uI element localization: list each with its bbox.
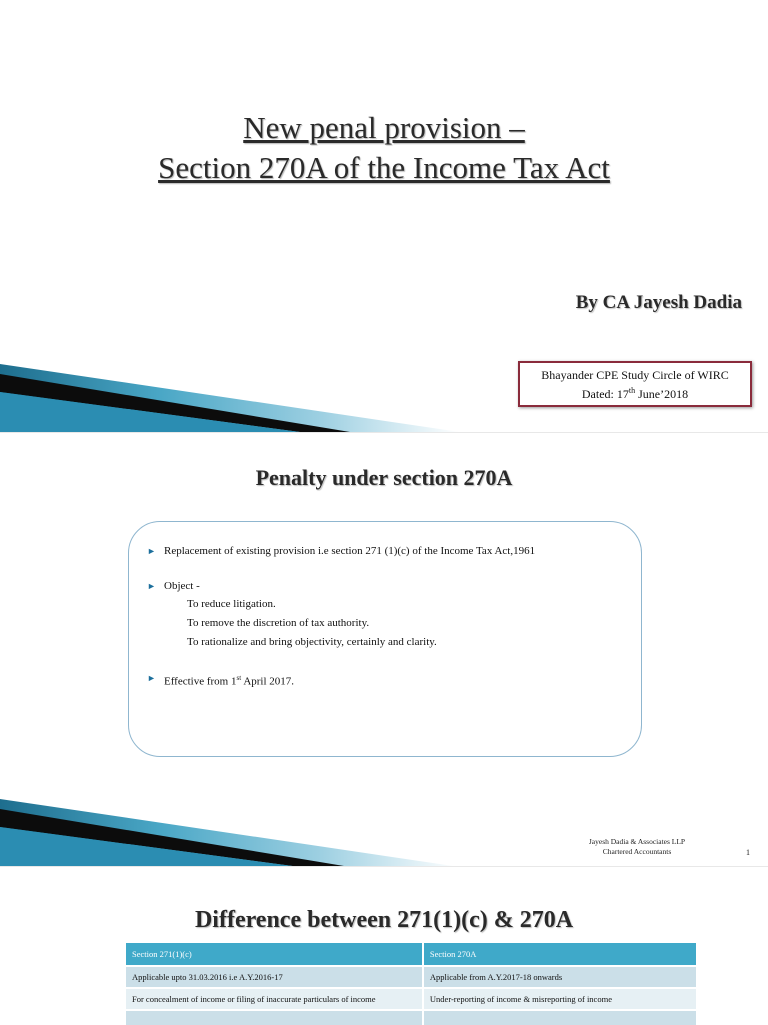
bullet-text-suffix: April 2017. bbox=[241, 675, 295, 688]
table-row bbox=[126, 1010, 697, 1025]
table-cell: For concealment of income or filing of inaccurate particulars of income bbox=[126, 988, 423, 1010]
event-date-prefix: Dated: 17 bbox=[581, 387, 629, 401]
title-line-1: New penal provision – bbox=[243, 110, 525, 145]
content-box bbox=[128, 521, 642, 757]
title-slide bbox=[0, 0, 768, 432]
triangle-bullet-icon: ► bbox=[147, 581, 156, 591]
table-header-row bbox=[126, 943, 697, 966]
comparison-table bbox=[126, 943, 698, 1025]
bullet-text: Replacement of existing provision i.e section 271 (1)(c) of the Income Tax Act,1961 bbox=[164, 545, 536, 557]
bullet-text: Object - bbox=[164, 580, 200, 592]
page-number: 1 bbox=[746, 848, 750, 857]
sub-item: To reduce litigation. bbox=[187, 598, 276, 610]
author-name: By CA Jayesh Dadia bbox=[575, 292, 742, 313]
sub-item: To rationalize and bring objectivity, certainly and clarity. bbox=[187, 636, 437, 648]
footer-firm-type: Chartered Accountants bbox=[602, 847, 672, 856]
table-cell: Under-reporting of income & misreporting of income bbox=[423, 988, 697, 1010]
table-header-cell: Section 270A bbox=[423, 943, 697, 966]
title-line-2: Section 270A of the Income Tax Act bbox=[158, 150, 610, 185]
event-date-suffix: June’2018 bbox=[635, 387, 689, 401]
table-row bbox=[126, 988, 697, 1010]
blue-swoosh-decoration bbox=[0, 360, 470, 432]
content-slide-difference bbox=[0, 866, 768, 1025]
slide-title: Penalty under section 270A bbox=[255, 465, 513, 490]
bullet-sup: st bbox=[236, 674, 242, 682]
table-header-cell: Section 271(1)(c) bbox=[126, 943, 423, 966]
triangle-bullet-icon: ► bbox=[147, 673, 156, 683]
footer-firm-name: Jayesh Dadia & Associates LLP bbox=[588, 837, 686, 846]
event-name: Bhayander CPE Study Circle of WIRC bbox=[541, 368, 729, 382]
event-info-box bbox=[518, 361, 752, 407]
bullet-item bbox=[147, 542, 623, 560]
table-row bbox=[126, 966, 697, 988]
event-date-sup: th bbox=[628, 386, 636, 395]
sub-item: To remove the discretion of tax authority. bbox=[187, 617, 370, 629]
table-cell: Applicable from A.Y.2017-18 onwards bbox=[423, 966, 697, 988]
slide-title: Difference between 271(1)(c) & 270A bbox=[194, 907, 574, 933]
blue-swoosh-decoration bbox=[0, 795, 470, 867]
table-cell: Applicable upto 31.03.2016 i.e A.Y.2016-17 bbox=[126, 966, 423, 988]
bullet-text: Effective from 1 bbox=[164, 675, 237, 688]
event-date bbox=[520, 383, 750, 402]
bullet-item bbox=[147, 577, 623, 595]
bullet-item bbox=[147, 669, 623, 691]
triangle-bullet-icon: ► bbox=[147, 546, 156, 556]
footer-firm bbox=[552, 837, 722, 857]
content-slide-penalty bbox=[0, 432, 768, 867]
presentation-title bbox=[0, 108, 768, 188]
